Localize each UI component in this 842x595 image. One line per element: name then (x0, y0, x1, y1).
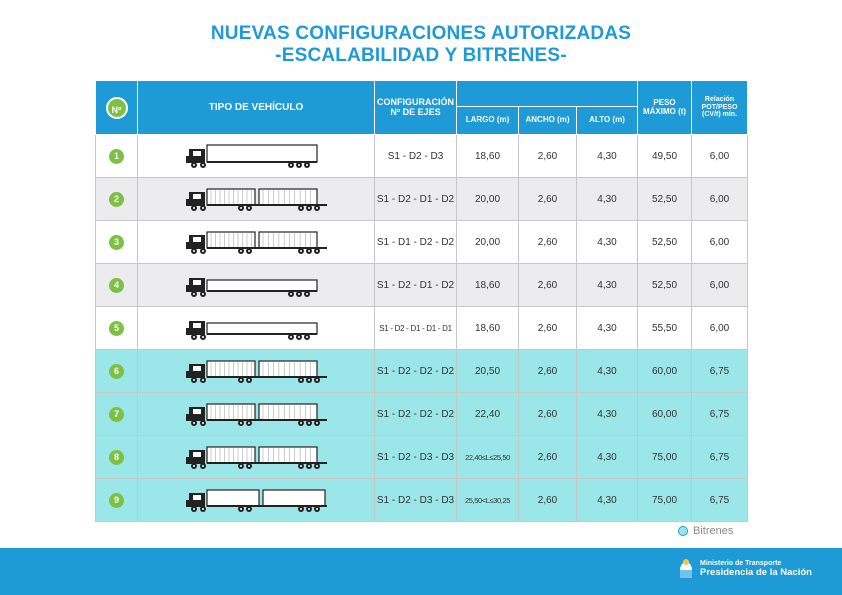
peso-cell: 60,00 (638, 350, 692, 393)
legend-label: Bitrenes (693, 525, 734, 537)
truck-with-trailer-icon (181, 227, 331, 257)
ancho-cell: 2,60 (519, 221, 577, 264)
row-number (96, 350, 138, 393)
vehicle-cell (138, 307, 375, 350)
ancho-cell: 2,60 (519, 436, 577, 479)
largo-cell: 18,60 (457, 264, 519, 307)
vehicle-cell (138, 436, 375, 479)
truck-semitrailer-flatbed-icon (181, 141, 331, 171)
largo-cell: 20,00 (457, 221, 519, 264)
row-number (96, 221, 138, 264)
alto-cell: 4,30 (577, 264, 638, 307)
coat-of-arms-icon (678, 558, 694, 580)
alto-cell: 4,30 (577, 350, 638, 393)
row-number-badge: 5 (109, 321, 124, 336)
relacion-cell: 6,75 (692, 350, 748, 393)
header-peso: PESO MÁXIMO (t) (638, 81, 692, 135)
vehicle-cell (138, 350, 375, 393)
peso-cell: 60,00 (638, 393, 692, 436)
relacion-cell: 6,75 (692, 393, 748, 436)
relacion-cell: 6,00 (692, 178, 748, 221)
relacion-cell: 6,00 (692, 307, 748, 350)
peso-cell: 75,00 (638, 479, 692, 522)
truck-with-trailer-icon (181, 184, 331, 214)
ancho-cell: 2,60 (519, 178, 577, 221)
table-row (96, 178, 748, 221)
row-number (96, 479, 138, 522)
table-row (96, 221, 748, 264)
table-row (96, 479, 748, 522)
relacion-cell: 6,75 (692, 479, 748, 522)
ancho-cell: 2,60 (519, 264, 577, 307)
relacion-cell: 6,75 (692, 436, 748, 479)
alto-cell: 4,30 (577, 178, 638, 221)
ministry-logo (678, 558, 812, 580)
peso-cell: 52,50 (638, 221, 692, 264)
row-number-badge: 7 (109, 407, 124, 422)
peso-cell: 49,50 (638, 135, 692, 178)
vehicle-cell (138, 221, 375, 264)
legend-swatch (678, 526, 688, 536)
footer-bar (0, 548, 842, 595)
table-row (96, 264, 748, 307)
row-number-badge: 3 (109, 235, 124, 250)
alto-cell: 4,30 (577, 135, 638, 178)
largo-cell: 25,50<L≤30,25 (457, 479, 519, 522)
row-number-badge: 2 (109, 192, 124, 207)
largo-cell: 18,60 (457, 307, 519, 350)
header-dimensions-group (457, 81, 638, 107)
ministry-name: Ministerio de Transporte (700, 560, 782, 567)
header-largo: LARGO (m) (457, 107, 519, 135)
bitren-long-icon (181, 485, 331, 515)
largo-cell: 20,50 (457, 350, 519, 393)
table-row (96, 436, 748, 479)
page-title: NUEVAS CONFIGURACIONES AUTORIZADAS (210, 23, 632, 44)
presidency-name: Presidencia de la Nación (700, 567, 812, 578)
relacion-cell: 6,00 (692, 221, 748, 264)
alto-cell: 4,30 (577, 393, 638, 436)
bitren-icon (181, 442, 331, 472)
config-cell: S1 - D2 - D2 - D2 (375, 350, 457, 393)
header-config: CONFIGURACIÓN Nº DE EJES (375, 81, 457, 135)
vehicle-config-table (95, 80, 748, 522)
vehicle-cell (138, 479, 375, 522)
ancho-cell: 2,60 (519, 350, 577, 393)
config-cell: S1 - D2 - D1 - D2 (375, 264, 457, 307)
config-cell: S1 - D2 - D3 (375, 135, 457, 178)
vehicle-cell (138, 178, 375, 221)
bitren-icon (181, 356, 331, 386)
row-number (96, 264, 138, 307)
largo-cell: 18,60 (457, 135, 519, 178)
row-number-badge: 4 (109, 278, 124, 293)
header-tipo: TIPO DE VEHÍCULO (138, 81, 375, 135)
vehicle-cell (138, 264, 375, 307)
legend (678, 525, 733, 537)
largo-cell: 22,40 (457, 393, 519, 436)
row-number (96, 307, 138, 350)
largo-cell: 20,00 (457, 178, 519, 221)
row-number-badge: 8 (109, 450, 124, 465)
config-cell: S1 - D2 - D2 - D2 (375, 393, 457, 436)
table-row (96, 393, 748, 436)
alto-cell: 4,30 (577, 436, 638, 479)
alto-cell: 4,30 (577, 479, 638, 522)
row-number (96, 135, 138, 178)
table-row (96, 135, 748, 178)
row-number (96, 436, 138, 479)
peso-cell: 52,50 (638, 178, 692, 221)
truck-semitrailer-low-icon (181, 313, 331, 343)
row-number-badge: 1 (109, 149, 124, 164)
row-number (96, 178, 138, 221)
header-relacion: Relación POT/PESO (CV/t) mín. (692, 81, 748, 135)
header-ancho: ANCHO (m) (519, 107, 577, 135)
config-cell: S1 - D2 - D3 - D3 (375, 479, 457, 522)
config-cell: S1 - D2 - D3 - D3 (375, 436, 457, 479)
config-cell: S1 - D1 - D2 - D2 (375, 221, 457, 264)
ancho-cell: 2,60 (519, 393, 577, 436)
config-cell: S1 - D2 - D1 - D2 (375, 178, 457, 221)
config-cell: S1 - D2 - D1 - D1 - D1 (375, 307, 457, 350)
header-num: Nº (96, 81, 138, 135)
row-number-badge: 9 (109, 493, 124, 508)
page-subtitle: -ESCALABILIDAD Y BITRENES- (275, 45, 567, 66)
peso-cell: 52,50 (638, 264, 692, 307)
table-row (96, 307, 748, 350)
ancho-cell: 2,60 (519, 135, 577, 178)
row-number-badge: 6 (109, 364, 124, 379)
relacion-cell: 6,00 (692, 135, 748, 178)
alto-cell: 4,30 (577, 307, 638, 350)
ancho-cell: 2,60 (519, 479, 577, 522)
largo-cell: 22,40≤L≤25,50 (457, 436, 519, 479)
bitren-icon (181, 399, 331, 429)
alto-cell: 4,30 (577, 221, 638, 264)
table-row (96, 350, 748, 393)
truck-semitrailer-low-icon (181, 270, 331, 300)
peso-cell: 55,50 (638, 307, 692, 350)
ancho-cell: 2,60 (519, 307, 577, 350)
header-alto: ALTO (m) (577, 107, 638, 135)
row-number (96, 393, 138, 436)
peso-cell: 75,00 (638, 436, 692, 479)
vehicle-cell (138, 135, 375, 178)
vehicle-cell (138, 393, 375, 436)
relacion-cell: 6,00 (692, 264, 748, 307)
